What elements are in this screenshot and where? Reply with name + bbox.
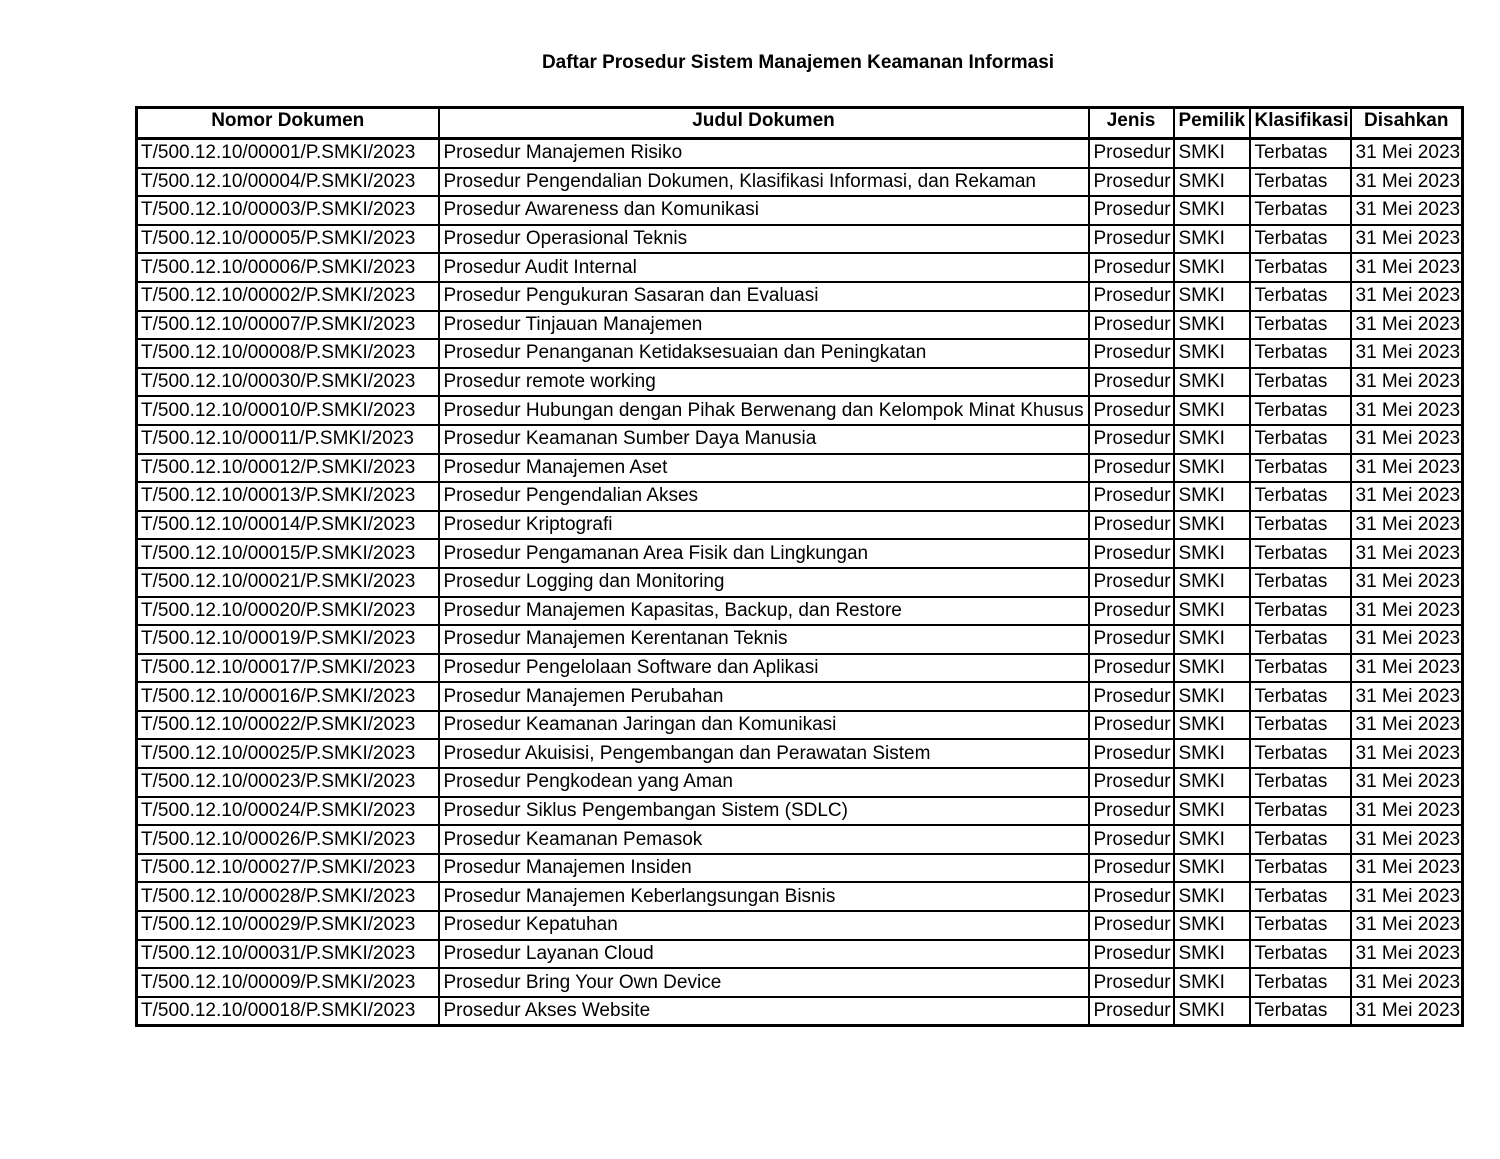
cell-klasifikasi: Terbatas (1250, 997, 1351, 1026)
cell-klasifikasi: Terbatas (1250, 854, 1351, 883)
cell-jenis: Prosedur (1089, 425, 1174, 454)
cell-jenis: Prosedur (1089, 711, 1174, 740)
cell-pemilik: SMKI (1174, 454, 1250, 483)
cell-pemilik: SMKI (1174, 682, 1250, 711)
cell-judul-dokumen: Prosedur Manajemen Keberlangsungan Bisnis (439, 882, 1089, 911)
table-row (137, 311, 1463, 340)
page-title: Daftar Prosedur Sistem Manajemen Keamanan Informasi (541, 52, 1055, 73)
cell-judul-dokumen: Prosedur Keamanan Jaringan dan Komunikasi (439, 711, 1089, 740)
cell-disahkan: 31 Mei 2023 (1351, 711, 1463, 740)
cell-disahkan: 31 Mei 2023 (1351, 425, 1463, 454)
cell-nomor-dokumen: T/500.12.10/00017/P.SMKI/2023 (137, 654, 439, 683)
cell-nomor-dokumen: T/500.12.10/00007/P.SMKI/2023 (137, 311, 439, 340)
cell-jenis: Prosedur (1089, 511, 1174, 540)
cell-nomor-dokumen: T/500.12.10/00016/P.SMKI/2023 (137, 682, 439, 711)
cell-nomor-dokumen: T/500.12.10/00021/P.SMKI/2023 (137, 568, 439, 597)
table-row (137, 968, 1463, 997)
cell-klasifikasi: Terbatas (1250, 425, 1351, 454)
column-header-jenis: Jenis (1089, 108, 1174, 139)
table-row (137, 625, 1463, 654)
table-row (137, 854, 1463, 883)
cell-judul-dokumen: Prosedur Keamanan Pemasok (439, 825, 1089, 854)
cell-judul-dokumen: Prosedur Layanan Cloud (439, 940, 1089, 969)
cell-pemilik: SMKI (1174, 940, 1250, 969)
cell-judul-dokumen: Prosedur Manajemen Aset (439, 454, 1089, 483)
cell-nomor-dokumen: T/500.12.10/00005/P.SMKI/2023 (137, 225, 439, 254)
cell-judul-dokumen: Prosedur Pengendalian Dokumen, Klasifikasi Informasi, dan Rekaman (439, 168, 1089, 197)
cell-disahkan: 31 Mei 2023 (1351, 339, 1463, 368)
cell-disahkan: 31 Mei 2023 (1351, 482, 1463, 511)
cell-klasifikasi: Terbatas (1250, 654, 1351, 683)
cell-pemilik: SMKI (1174, 568, 1250, 597)
cell-jenis: Prosedur (1089, 539, 1174, 568)
cell-judul-dokumen: Prosedur Awareness dan Komunikasi (439, 196, 1089, 225)
cell-disahkan: 31 Mei 2023 (1351, 968, 1463, 997)
cell-nomor-dokumen: T/500.12.10/00027/P.SMKI/2023 (137, 854, 439, 883)
cell-nomor-dokumen: T/500.12.10/00011/P.SMKI/2023 (137, 425, 439, 454)
cell-nomor-dokumen: T/500.12.10/00002/P.SMKI/2023 (137, 282, 439, 311)
cell-jenis: Prosedur (1089, 797, 1174, 826)
cell-nomor-dokumen: T/500.12.10/00015/P.SMKI/2023 (137, 539, 439, 568)
cell-pemilik: SMKI (1174, 768, 1250, 797)
cell-klasifikasi: Terbatas (1250, 940, 1351, 969)
cell-klasifikasi: Terbatas (1250, 396, 1351, 425)
cell-nomor-dokumen: T/500.12.10/00019/P.SMKI/2023 (137, 625, 439, 654)
table-row (137, 339, 1463, 368)
cell-klasifikasi: Terbatas (1250, 597, 1351, 626)
cell-klasifikasi: Terbatas (1250, 253, 1351, 282)
cell-pemilik: SMKI (1174, 911, 1250, 940)
table-row (137, 253, 1463, 282)
table-row (137, 882, 1463, 911)
table-row (137, 539, 1463, 568)
cell-judul-dokumen: Prosedur Akuisisi, Pengembangan dan Perawatan Sistem (439, 739, 1089, 768)
cell-klasifikasi: Terbatas (1250, 482, 1351, 511)
cell-klasifikasi: Terbatas (1250, 968, 1351, 997)
cell-disahkan: 31 Mei 2023 (1351, 768, 1463, 797)
cell-klasifikasi: Terbatas (1250, 311, 1351, 340)
cell-jenis: Prosedur (1089, 911, 1174, 940)
table-row (137, 282, 1463, 311)
cell-disahkan: 31 Mei 2023 (1351, 997, 1463, 1026)
table-row (137, 139, 1463, 168)
cell-disahkan: 31 Mei 2023 (1351, 825, 1463, 854)
cell-pemilik: SMKI (1174, 396, 1250, 425)
cell-klasifikasi: Terbatas (1250, 825, 1351, 854)
cell-jenis: Prosedur (1089, 854, 1174, 883)
cell-nomor-dokumen: T/500.12.10/00018/P.SMKI/2023 (137, 997, 439, 1026)
cell-disahkan: 31 Mei 2023 (1351, 282, 1463, 311)
cell-nomor-dokumen: T/500.12.10/00013/P.SMKI/2023 (137, 482, 439, 511)
cell-nomor-dokumen: T/500.12.10/00030/P.SMKI/2023 (137, 368, 439, 397)
cell-disahkan: 31 Mei 2023 (1351, 539, 1463, 568)
cell-jenis: Prosedur (1089, 168, 1174, 197)
cell-pemilik: SMKI (1174, 711, 1250, 740)
cell-nomor-dokumen: T/500.12.10/00024/P.SMKI/2023 (137, 797, 439, 826)
table-row (137, 196, 1463, 225)
cell-judul-dokumen: Prosedur Logging dan Monitoring (439, 568, 1089, 597)
cell-jenis: Prosedur (1089, 968, 1174, 997)
cell-nomor-dokumen: T/500.12.10/00014/P.SMKI/2023 (137, 511, 439, 540)
cell-pemilik: SMKI (1174, 997, 1250, 1026)
table-row (137, 368, 1463, 397)
cell-nomor-dokumen: T/500.12.10/00023/P.SMKI/2023 (137, 768, 439, 797)
column-header-klasifikasi: Klasifikasi (1250, 108, 1351, 139)
table-row (137, 911, 1463, 940)
table-row (137, 511, 1463, 540)
cell-pemilik: SMKI (1174, 168, 1250, 197)
cell-nomor-dokumen: T/500.12.10/00026/P.SMKI/2023 (137, 825, 439, 854)
cell-jenis: Prosedur (1089, 482, 1174, 511)
cell-judul-dokumen: Prosedur Manajemen Insiden (439, 854, 1089, 883)
cell-pemilik: SMKI (1174, 597, 1250, 626)
cell-disahkan: 31 Mei 2023 (1351, 625, 1463, 654)
cell-pemilik: SMKI (1174, 739, 1250, 768)
cell-klasifikasi: Terbatas (1250, 511, 1351, 540)
column-header-nomor: Nomor Dokumen (137, 108, 439, 139)
cell-pemilik: SMKI (1174, 425, 1250, 454)
cell-klasifikasi: Terbatas (1250, 911, 1351, 940)
cell-klasifikasi: Terbatas (1250, 797, 1351, 826)
cell-disahkan: 31 Mei 2023 (1351, 682, 1463, 711)
cell-judul-dokumen: Prosedur remote working (439, 368, 1089, 397)
cell-disahkan: 31 Mei 2023 (1351, 797, 1463, 826)
table-row (137, 225, 1463, 254)
cell-judul-dokumen: Prosedur Bring Your Own Device (439, 968, 1089, 997)
cell-nomor-dokumen: T/500.12.10/00006/P.SMKI/2023 (137, 253, 439, 282)
cell-pemilik: SMKI (1174, 311, 1250, 340)
cell-klasifikasi: Terbatas (1250, 139, 1351, 168)
table-row (137, 425, 1463, 454)
cell-jenis: Prosedur (1089, 739, 1174, 768)
cell-judul-dokumen: Prosedur Pengukuran Sasaran dan Evaluasi (439, 282, 1089, 311)
cell-nomor-dokumen: T/500.12.10/00010/P.SMKI/2023 (137, 396, 439, 425)
cell-disahkan: 31 Mei 2023 (1351, 311, 1463, 340)
table-row (137, 168, 1463, 197)
cell-jenis: Prosedur (1089, 396, 1174, 425)
cell-klasifikasi: Terbatas (1250, 539, 1351, 568)
cell-klasifikasi: Terbatas (1250, 282, 1351, 311)
table-row (137, 482, 1463, 511)
cell-pemilik: SMKI (1174, 854, 1250, 883)
cell-pemilik: SMKI (1174, 253, 1250, 282)
cell-judul-dokumen: Prosedur Operasional Teknis (439, 225, 1089, 254)
cell-pemilik: SMKI (1174, 282, 1250, 311)
cell-pemilik: SMKI (1174, 196, 1250, 225)
table-row (137, 454, 1463, 483)
cell-jenis: Prosedur (1089, 311, 1174, 340)
cell-klasifikasi: Terbatas (1250, 196, 1351, 225)
cell-pemilik: SMKI (1174, 511, 1250, 540)
cell-judul-dokumen: Prosedur Pengendalian Akses (439, 482, 1089, 511)
cell-klasifikasi: Terbatas (1250, 225, 1351, 254)
cell-disahkan: 31 Mei 2023 (1351, 368, 1463, 397)
cell-jenis: Prosedur (1089, 682, 1174, 711)
table-row (137, 597, 1463, 626)
cell-klasifikasi: Terbatas (1250, 168, 1351, 197)
cell-disahkan: 31 Mei 2023 (1351, 854, 1463, 883)
table-row (137, 568, 1463, 597)
cell-jenis: Prosedur (1089, 196, 1174, 225)
cell-nomor-dokumen: T/500.12.10/00008/P.SMKI/2023 (137, 339, 439, 368)
cell-pemilik: SMKI (1174, 339, 1250, 368)
cell-disahkan: 31 Mei 2023 (1351, 568, 1463, 597)
cell-jenis: Prosedur (1089, 225, 1174, 254)
procedure-table (135, 106, 1464, 1027)
cell-pemilik: SMKI (1174, 539, 1250, 568)
cell-judul-dokumen: Prosedur Akses Website (439, 997, 1089, 1026)
cell-judul-dokumen: Prosedur Pengkodean yang Aman (439, 768, 1089, 797)
cell-disahkan: 31 Mei 2023 (1351, 739, 1463, 768)
cell-jenis: Prosedur (1089, 882, 1174, 911)
cell-disahkan: 31 Mei 2023 (1351, 940, 1463, 969)
table-row (137, 682, 1463, 711)
table-row (137, 797, 1463, 826)
cell-disahkan: 31 Mei 2023 (1351, 168, 1463, 197)
cell-jenis: Prosedur (1089, 597, 1174, 626)
cell-klasifikasi: Terbatas (1250, 568, 1351, 597)
cell-klasifikasi: Terbatas (1250, 454, 1351, 483)
cell-jenis: Prosedur (1089, 940, 1174, 969)
cell-disahkan: 31 Mei 2023 (1351, 139, 1463, 168)
cell-nomor-dokumen: T/500.12.10/00003/P.SMKI/2023 (137, 196, 439, 225)
cell-nomor-dokumen: T/500.12.10/00020/P.SMKI/2023 (137, 597, 439, 626)
cell-nomor-dokumen: T/500.12.10/00029/P.SMKI/2023 (137, 911, 439, 940)
table-body (137, 139, 1463, 1026)
cell-klasifikasi: Terbatas (1250, 711, 1351, 740)
cell-judul-dokumen: Prosedur Kriptografi (439, 511, 1089, 540)
table-row (137, 654, 1463, 683)
cell-klasifikasi: Terbatas (1250, 339, 1351, 368)
cell-disahkan: 31 Mei 2023 (1351, 196, 1463, 225)
cell-nomor-dokumen: T/500.12.10/00001/P.SMKI/2023 (137, 139, 439, 168)
cell-klasifikasi: Terbatas (1250, 625, 1351, 654)
cell-jenis: Prosedur (1089, 768, 1174, 797)
cell-pemilik: SMKI (1174, 882, 1250, 911)
cell-jenis: Prosedur (1089, 997, 1174, 1026)
table-row (137, 396, 1463, 425)
cell-jenis: Prosedur (1089, 368, 1174, 397)
cell-pemilik: SMKI (1174, 139, 1250, 168)
cell-jenis: Prosedur (1089, 825, 1174, 854)
cell-jenis: Prosedur (1089, 139, 1174, 168)
cell-pemilik: SMKI (1174, 225, 1250, 254)
cell-disahkan: 31 Mei 2023 (1351, 225, 1463, 254)
cell-pemilik: SMKI (1174, 654, 1250, 683)
cell-nomor-dokumen: T/500.12.10/00028/P.SMKI/2023 (137, 882, 439, 911)
cell-pemilik: SMKI (1174, 368, 1250, 397)
table-row (137, 711, 1463, 740)
table-row (137, 997, 1463, 1026)
column-header-judul: Judul Dokumen (439, 108, 1089, 139)
cell-disahkan: 31 Mei 2023 (1351, 253, 1463, 282)
cell-judul-dokumen: Prosedur Hubungan dengan Pihak Berwenang dan Kelompok Minat Khusus (439, 396, 1089, 425)
column-header-pemilik: Pemilik (1174, 108, 1250, 139)
cell-klasifikasi: Terbatas (1250, 368, 1351, 397)
cell-disahkan: 31 Mei 2023 (1351, 597, 1463, 626)
cell-disahkan: 31 Mei 2023 (1351, 511, 1463, 540)
table-header-row (137, 108, 1463, 139)
cell-judul-dokumen: Prosedur Penanganan Ketidaksesuaian dan Peningkatan (439, 339, 1089, 368)
cell-disahkan: 31 Mei 2023 (1351, 882, 1463, 911)
cell-judul-dokumen: Prosedur Manajemen Kerentanan Teknis (439, 625, 1089, 654)
cell-judul-dokumen: Prosedur Manajemen Kapasitas, Backup, dan Restore (439, 597, 1089, 626)
cell-judul-dokumen: Prosedur Pengelolaan Software dan Aplikasi (439, 654, 1089, 683)
cell-judul-dokumen: Prosedur Audit Internal (439, 253, 1089, 282)
cell-jenis: Prosedur (1089, 282, 1174, 311)
cell-judul-dokumen: Prosedur Siklus Pengembangan Sistem (SDLC) (439, 797, 1089, 826)
cell-judul-dokumen: Prosedur Kepatuhan (439, 911, 1089, 940)
cell-pemilik: SMKI (1174, 968, 1250, 997)
table-row (137, 768, 1463, 797)
cell-disahkan: 31 Mei 2023 (1351, 454, 1463, 483)
table-row (137, 825, 1463, 854)
cell-pemilik: SMKI (1174, 825, 1250, 854)
cell-klasifikasi: Terbatas (1250, 682, 1351, 711)
cell-nomor-dokumen: T/500.12.10/00022/P.SMKI/2023 (137, 711, 439, 740)
cell-nomor-dokumen: T/500.12.10/00031/P.SMKI/2023 (137, 940, 439, 969)
table-row (137, 739, 1463, 768)
cell-nomor-dokumen: T/500.12.10/00012/P.SMKI/2023 (137, 454, 439, 483)
cell-judul-dokumen: Prosedur Keamanan Sumber Daya Manusia (439, 425, 1089, 454)
cell-jenis: Prosedur (1089, 339, 1174, 368)
cell-pemilik: SMKI (1174, 482, 1250, 511)
cell-nomor-dokumen: T/500.12.10/00004/P.SMKI/2023 (137, 168, 439, 197)
cell-disahkan: 31 Mei 2023 (1351, 654, 1463, 683)
cell-nomor-dokumen: T/500.12.10/00009/P.SMKI/2023 (137, 968, 439, 997)
cell-nomor-dokumen: T/500.12.10/00025/P.SMKI/2023 (137, 739, 439, 768)
cell-disahkan: 31 Mei 2023 (1351, 911, 1463, 940)
cell-judul-dokumen: Prosedur Manajemen Perubahan (439, 682, 1089, 711)
cell-judul-dokumen: Prosedur Manajemen Risiko (439, 139, 1089, 168)
cell-klasifikasi: Terbatas (1250, 768, 1351, 797)
cell-klasifikasi: Terbatas (1250, 882, 1351, 911)
table-row (137, 940, 1463, 969)
cell-pemilik: SMKI (1174, 625, 1250, 654)
cell-jenis: Prosedur (1089, 568, 1174, 597)
column-header-disahkan: Disahkan (1351, 108, 1463, 139)
cell-jenis: Prosedur (1089, 625, 1174, 654)
cell-pemilik: SMKI (1174, 797, 1250, 826)
cell-jenis: Prosedur (1089, 654, 1174, 683)
cell-jenis: Prosedur (1089, 454, 1174, 483)
cell-judul-dokumen: Prosedur Pengamanan Area Fisik dan Lingkungan (439, 539, 1089, 568)
cell-disahkan: 31 Mei 2023 (1351, 396, 1463, 425)
cell-klasifikasi: Terbatas (1250, 739, 1351, 768)
cell-jenis: Prosedur (1089, 253, 1174, 282)
cell-judul-dokumen: Prosedur Tinjauan Manajemen (439, 311, 1089, 340)
